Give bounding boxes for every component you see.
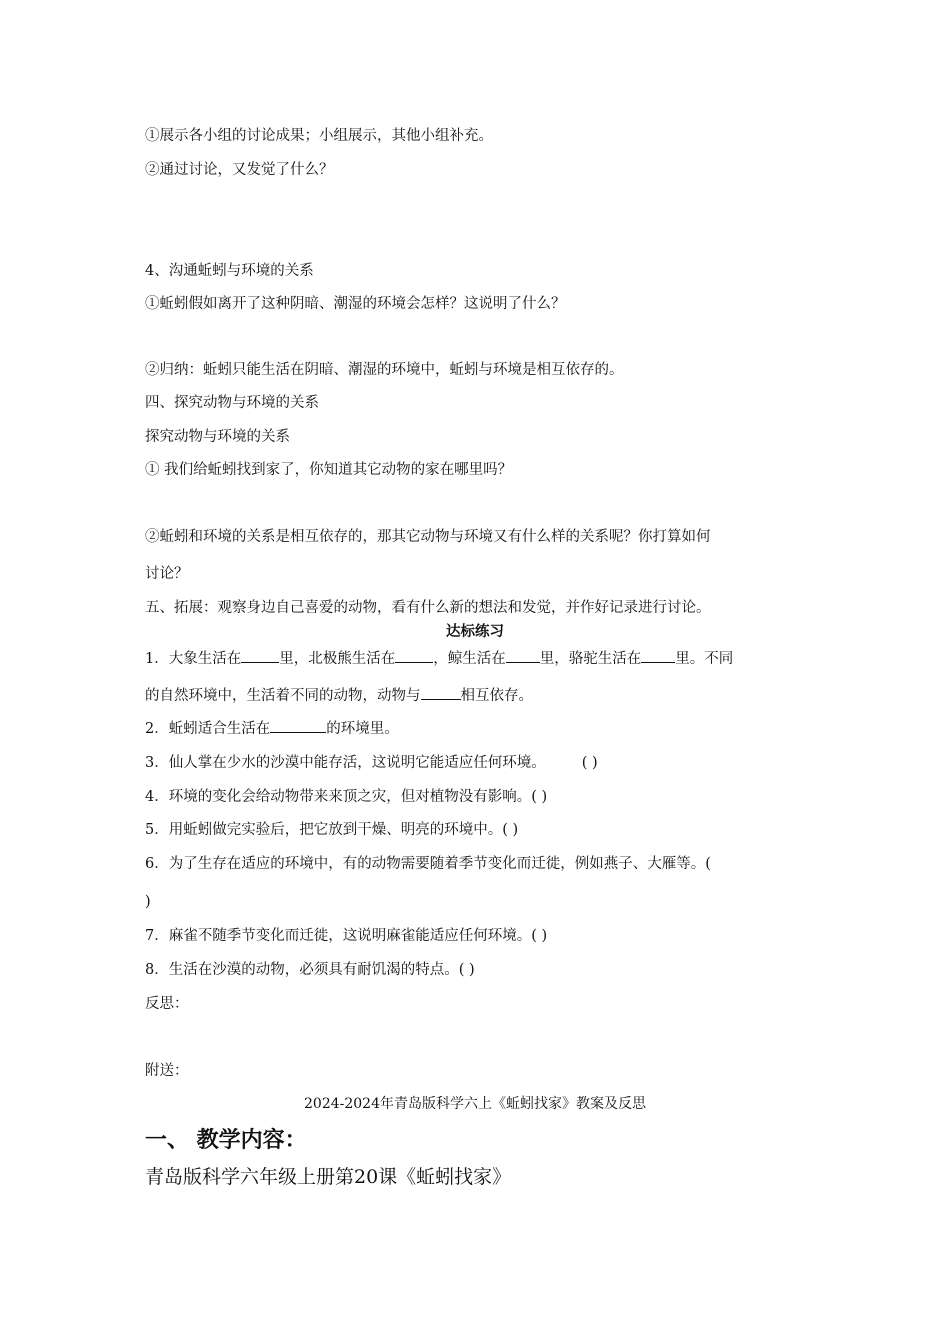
section-heading: 一、 教学内容： bbox=[145, 1127, 307, 1153]
exercise-q6-cont: ) bbox=[145, 894, 151, 910]
heading-section4: 四、探究动物与环境的关系 bbox=[145, 395, 319, 411]
text-line: ②归纳：蚯蚓只能生活在阴暗、潮湿的环境中，蚯蚓与环境是相互依存的。 bbox=[145, 362, 624, 378]
text-line: ①展示各小组的讨论成果；小组展示，其他小组补充。 bbox=[145, 128, 493, 144]
heading-step4: 4、沟通蚯蚓与环境的关系 bbox=[145, 263, 314, 279]
fill-blank[interactable] bbox=[421, 685, 461, 700]
exercise-q2: 2．蚯蚓适合生活在 的环境里。 bbox=[145, 718, 399, 739]
text-line: ②蚯蚓和环境的关系是相互依存的，那其它动物与环境又有什么样的关系呢？你打算如何 bbox=[145, 529, 711, 545]
exercise-q3: 3．仙人掌在少水的沙漠中能存活，这说明它能适应任何环境。 ( ) bbox=[145, 755, 598, 771]
text-line: 探究动物与环境的关系 bbox=[145, 429, 290, 445]
text-line: ①蚯蚓假如离开了这种阴暗、潮湿的环境会怎样？这说明了什么？ bbox=[145, 296, 566, 312]
text-line: ① 我们给蚯蚓找到家了，你知道其它动物的家在哪里吗？ bbox=[145, 462, 513, 478]
exercise-q8: 8．生活在沙漠的动物，必须具有耐饥渴的特点。( ) bbox=[145, 962, 475, 978]
fill-blank[interactable] bbox=[270, 718, 326, 733]
text-line: ②通过讨论，又发觉了什么？ bbox=[145, 162, 334, 178]
section-body: 青岛版科学六年级上册第20课《蚯蚓找家》 bbox=[145, 1166, 512, 1188]
exercise-q1-cont: 的自然环境中，生活着不同的动物，动物与 相互依存。 bbox=[145, 685, 533, 706]
document-title: 2024-2024年青岛版科学六上《蚯蚓找家》教案及反思 bbox=[304, 1096, 646, 1112]
fill-blank[interactable] bbox=[506, 648, 540, 663]
exercise-q5: 5．用蚯蚓做完实验后，把它放到干燥、明亮的环境中。( ) bbox=[145, 822, 519, 838]
fill-blank[interactable] bbox=[641, 648, 675, 663]
exercise-q6: 6．为了生存在适应的环境中，有的动物需要随着季节变化而迁徙，例如燕子、大雁等。( bbox=[145, 856, 711, 872]
heading-section5: 五、拓展：观察身边自己喜爱的动物，看有什么新的想法和发觉，并作好记录进行讨论。 bbox=[145, 600, 711, 616]
exercise-q4: 4．环境的变化会给动物带来来顶之灾，但对植物没有影响。( ) bbox=[145, 789, 548, 805]
reflection-label: 反思： bbox=[145, 996, 189, 1012]
exercise-q7: 7．麻雀不随季节变化而迁徙，这说明麻雀能适应任何环境。( ) bbox=[145, 928, 548, 944]
exercise-title: 达标练习 bbox=[446, 624, 504, 640]
text-line: 讨论？ bbox=[145, 566, 189, 582]
answer-paren[interactable]: ( ) bbox=[581, 755, 598, 771]
exercise-q1: 1．大象生活在 里，北极熊生活在 ，鲸生活在 里，骆驼生活在 里。不同 bbox=[145, 648, 733, 669]
fill-blank[interactable] bbox=[395, 648, 433, 663]
fill-blank[interactable] bbox=[241, 648, 279, 663]
appendix-label: 附送： bbox=[145, 1063, 189, 1079]
